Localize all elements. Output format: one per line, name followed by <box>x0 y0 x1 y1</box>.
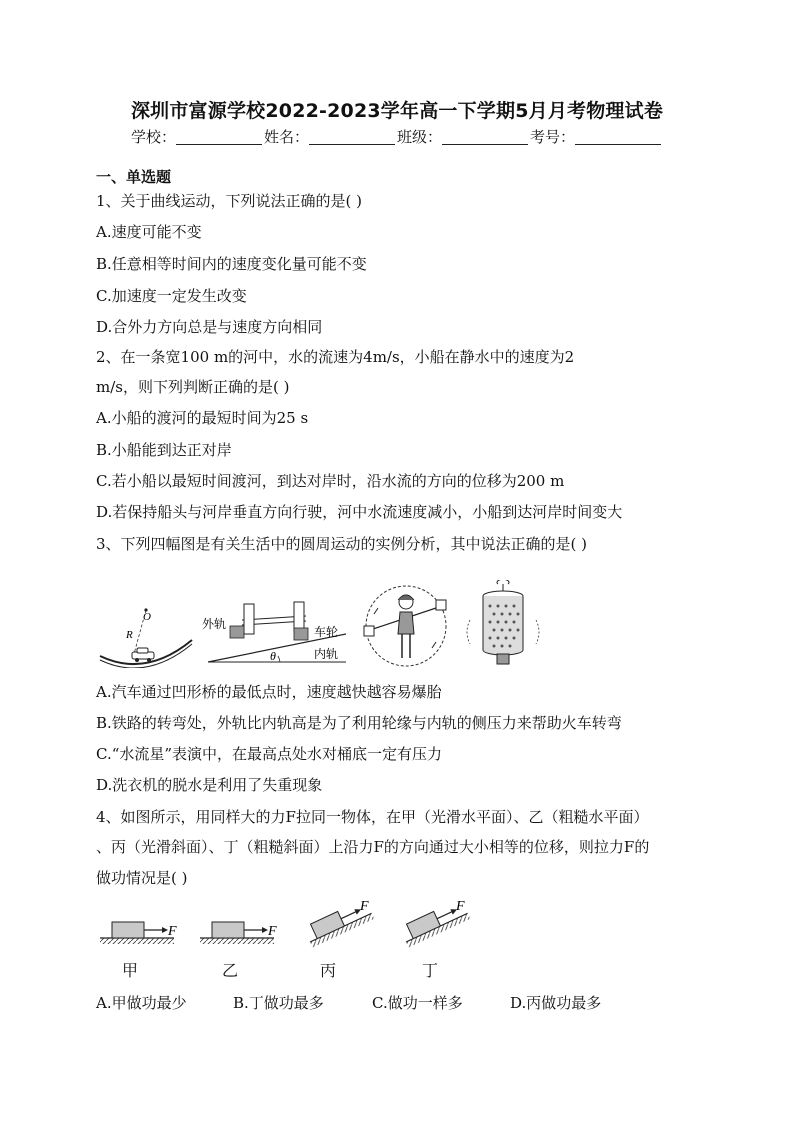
outer-rail-label: 外轨 <box>202 617 227 631</box>
q2-option-b: B.小船能到达正对岸 <box>96 441 232 459</box>
section-heading: 一、单选题 <box>96 168 172 186</box>
q4-option-d: D.丙做功最多 <box>510 994 602 1012</box>
theta-label: θ <box>270 649 276 663</box>
q1-option-b: B.任意相等时间内的速度变化量可能不变 <box>96 255 367 273</box>
q4-figure-bing <box>300 894 390 950</box>
class-label: 班级： <box>397 128 443 146</box>
figure-label-bing: 丙 <box>320 961 337 980</box>
q1-option-c: C.加速度一定发生改变 <box>96 287 247 305</box>
wheel-label: 车轮 <box>314 625 339 639</box>
q2-option-d: D.若保持船头与河岸垂直方向行驶，河中水流速度减小，小船到达河岸时间变大 <box>96 503 623 521</box>
number-blank[interactable] <box>575 128 661 145</box>
figure-label-ding: 丁 <box>422 961 439 980</box>
q2-stem-line1: 2、在一条宽100 m的河中，水的流速为4m/s，小船在静水中的速度为2 <box>96 348 575 366</box>
inner-rail-label: 内轨 <box>314 647 339 661</box>
washing-drum-figure <box>460 580 546 670</box>
q4-figure-yi <box>196 896 292 952</box>
q3-option-a: A.汽车通过凹形桥的最低点时，速度越快越容易爆胎 <box>96 683 442 701</box>
figure-label-yi: 乙 <box>222 961 239 980</box>
name-blank[interactable] <box>309 128 395 145</box>
q2-option-a: A.小船的渡河的最短时间为25 s <box>96 409 309 427</box>
q4-figure-ding <box>396 894 486 950</box>
q4-stem-line2: 、丙（光滑斜面）、丁（粗糙斜面）上沿力F的方向通过大小相等的位移，则拉力F的 <box>96 838 650 856</box>
force-f-label-ding: F <box>456 899 465 914</box>
q4-stem-line3: 做功情况是( ) <box>96 869 188 887</box>
center-o-label: O <box>143 611 151 623</box>
force-f-label-yi: F <box>268 924 277 939</box>
concave-bridge-figure <box>96 598 196 668</box>
q4-stem-line1: 4、如图所示，用同样大的力F拉同一物体，在甲（光滑水平面）、乙（粗糙水平面） <box>96 808 649 826</box>
q3-option-b: B.铁路的转弯处，外轨比内轨高是为了利用轮缘与内轨的侧压力来帮助火车转弯 <box>96 714 622 732</box>
q2-stem-line2: m/s，则下列判断正确的是( ) <box>96 378 290 396</box>
q2-option-c: C.若小船以最短时间渡河，到达对岸时，沿水流的方向的位移为200 m <box>96 472 565 490</box>
railway-curve-figure <box>196 598 346 668</box>
figure-label-jia: 甲 <box>122 961 139 980</box>
q4-figure-jia <box>96 896 192 952</box>
school-label: 学校： <box>130 128 176 146</box>
q4-option-a: A.甲做功最少 <box>96 994 187 1012</box>
force-f-label-bing: F <box>360 899 369 914</box>
page-title: 深圳市富源学校2022-2023学年高一下学期5月月考物理试卷 <box>130 100 664 122</box>
student-info-line <box>0 126 794 147</box>
bucket-right-icon <box>436 600 446 610</box>
q3-option-c: C.“水流星”表演中，在最高点处水对桶底一定有压力 <box>96 745 443 763</box>
water-meteor-figure <box>360 582 452 668</box>
q1-option-d: D.合外力方向总是与速度方向相同 <box>96 318 323 336</box>
q1-option-a: A.速度可能不变 <box>96 223 202 241</box>
school-blank[interactable] <box>176 128 262 145</box>
q3-option-d: D.洗衣机的脱水是利用了失重现象 <box>96 776 323 794</box>
q3-stem: 3、下列四幅图是有关生活中的圆周运动的实例分析，其中说法正确的是( ) <box>96 535 588 553</box>
q4-option-c: C.做功一样多 <box>372 994 463 1012</box>
radius-r-label: R <box>126 629 133 641</box>
performer-icon <box>398 595 414 658</box>
bucket-left-icon <box>364 626 374 636</box>
class-blank[interactable] <box>442 128 528 145</box>
number-label: 考号： <box>530 128 576 146</box>
rotation-arrow-icon <box>497 580 509 584</box>
q4-option-b: B.丁做功最多 <box>233 994 324 1012</box>
force-f-label-jia: F <box>168 924 177 939</box>
q1-stem: 1、关于曲线运动，下列说法正确的是( ) <box>96 192 363 210</box>
name-label: 姓名： <box>263 128 309 146</box>
